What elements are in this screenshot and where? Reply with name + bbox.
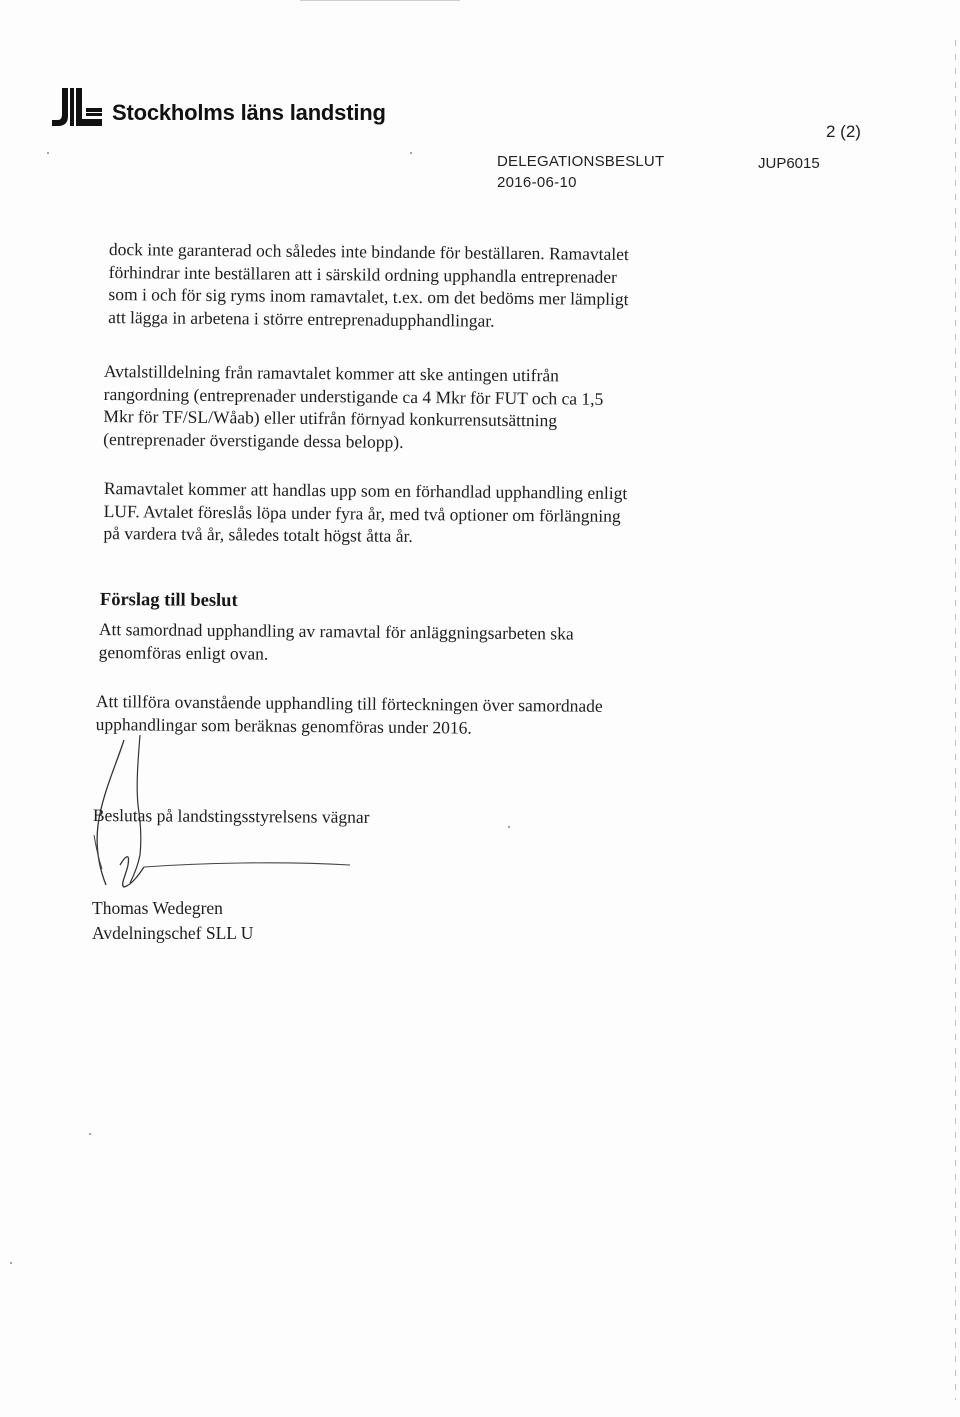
- organization-name: Stockholms läns landsting: [112, 100, 386, 125]
- proposal-item-1: [99, 618, 574, 668]
- scan-speck: [508, 826, 510, 828]
- document-reference: JUP6015: [758, 155, 820, 172]
- paragraph-procurement-term: [103, 477, 627, 550]
- text-line: rangordning (entreprenader understigande ca 4 Mkr för FUT och ca 1,5: [103, 383, 604, 409]
- document-type: DELEGATIONSBESLUT: [497, 153, 665, 170]
- signer-name: Thomas Wedegren: [92, 898, 223, 918]
- text-line: Ramavtalet kommer att handlas upp som en förhandlad upphandling enligt: [103, 477, 628, 504]
- signer-title: Avdelningschef SLL U: [92, 923, 254, 943]
- text-line: som i och för sig ryms inom ramavtalet, t.ex. om det bedöms mer lämpligt: [108, 284, 629, 310]
- paragraph-framework-not-binding: [108, 238, 629, 333]
- proposal-item-2: [96, 690, 603, 740]
- text-line: upphandlingar som beräknas genomföras under 2016.: [95, 713, 472, 738]
- scan-speck: [47, 152, 49, 154]
- decided-on-behalf-line: Beslutas på landstingsstyrelsens vägnar: [92, 805, 370, 827]
- text-line: genomföras enligt ovan.: [98, 641, 269, 664]
- text-line: LUF. Avtalet föreslås löpa under fyra år, med två optioner om förlängning: [103, 500, 621, 526]
- text-line: på vardera två år, således totalt högst åtta år.: [103, 523, 413, 547]
- scan-speck: [410, 152, 412, 154]
- text-line: förhindrar inte beställaren att i särskild ordning upphandla entreprenader: [108, 261, 618, 287]
- text-line: Att tillföra ovanstående upphandling till förteckningen över samordnade: [95, 690, 603, 716]
- text-line: Att samordnad upphandling av ramavtal för anläggningsarbeten ska: [98, 618, 574, 644]
- text-line: Mkr för TF/SL/Wåab) eller utifrån förnyad konkurrensutsättning: [103, 406, 558, 431]
- organization-logo: [50, 86, 386, 128]
- text-line: att lägga in arbetena i större entreprenadupphandlingar.: [108, 306, 495, 331]
- text-line: Avtalstilldelning från ramavtalet kommer att ske antingen utifrån: [103, 360, 560, 386]
- scan-artifact-top: [300, 0, 460, 1]
- scan-speck: [89, 1133, 91, 1135]
- text-line: dock inte garanterad och således inte bindande för beställaren. Ramavtalet: [108, 238, 629, 264]
- scan-artifact-right: [955, 40, 956, 1400]
- text-line: (entreprenader överstigande dessa belopp).: [103, 428, 404, 452]
- paragraph-contract-allocation: [103, 360, 604, 455]
- scan-speck: [10, 1262, 12, 1264]
- sll-logo-icon: [50, 86, 106, 128]
- page-number: 2 (2): [826, 122, 861, 141]
- document-date: 2016-06-10: [497, 174, 577, 191]
- proposal-heading: Förslag till beslut: [99, 590, 238, 611]
